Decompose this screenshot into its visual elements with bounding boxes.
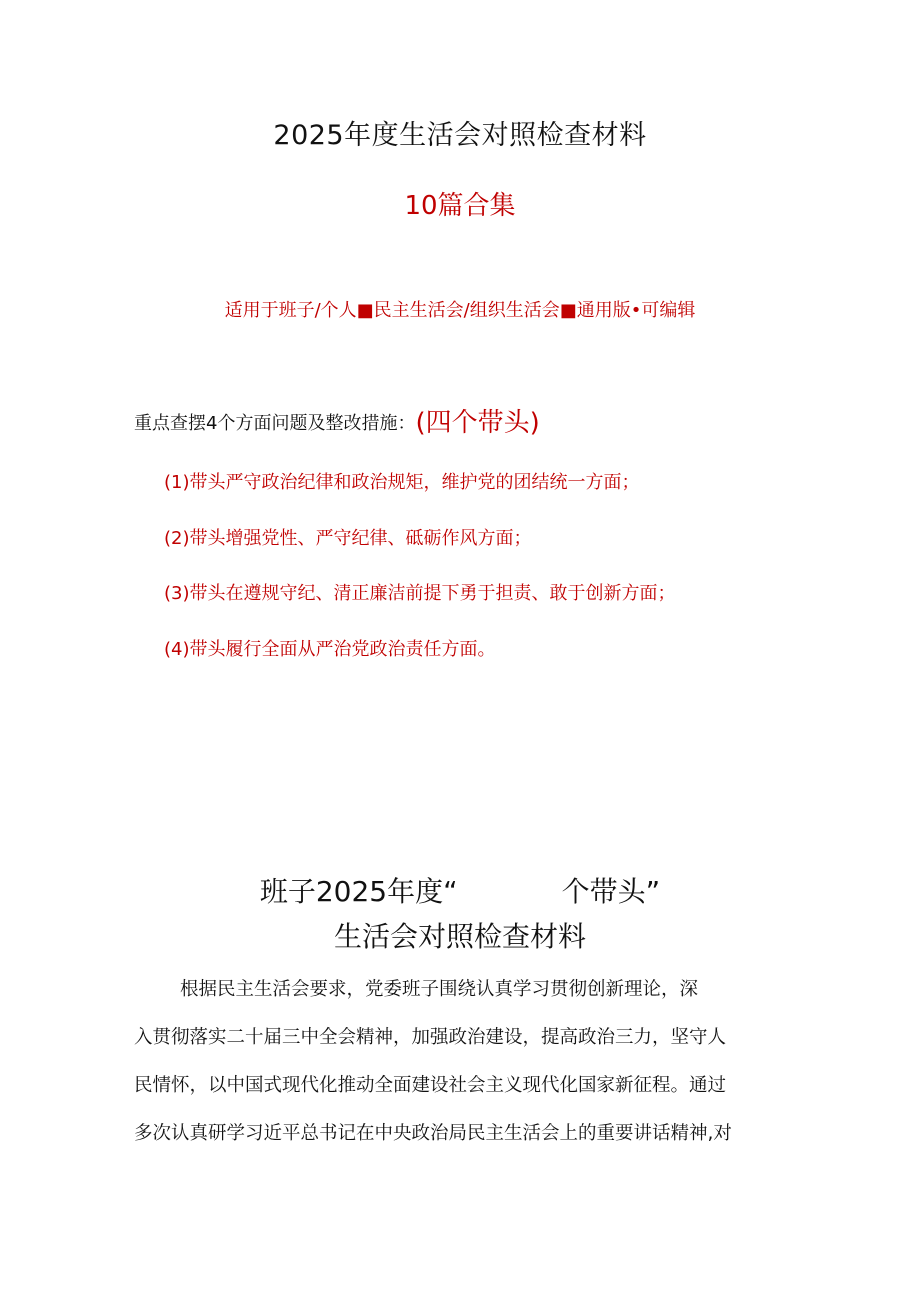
cover-subtitle: 10篇合集 — [404, 191, 516, 221]
focus-lead: 重点查摆4个方面问题及整改措施： — [134, 413, 416, 434]
article-title-part-2: 个带头” — [561, 875, 661, 908]
article-title-line-2: 生活会对照检查材料 — [333, 920, 586, 953]
paragraph-line-3: 民情怀，以中国式现代化推动全面建设社会主义现代化国家新征程。通过 — [134, 1075, 727, 1096]
paragraph-line-1: 根据民主生活会要求，党委班子围绕认真学习贯彻创新理论，深 — [180, 979, 699, 1000]
cover-usage-note: 适用于班子/个人■民主生活会/组织生活会■通用版•可编辑 — [224, 300, 696, 321]
article-title-part-1: 班子2025年度“ — [259, 875, 458, 908]
paragraph-line-2: 入贯彻落实二十届三中全会精神，加强政治建设，提高政治三力，坚守人 — [134, 1027, 727, 1048]
focus-highlight: (四个带头) — [415, 408, 540, 438]
paragraph-line-4: 多次认真研学习近平总书记在中央政治局民主生活会上的重要讲话精神,对 — [134, 1123, 732, 1144]
focus-heading — [134, 402, 540, 439]
focus-item-3: (3)带头在遵规守纪、清正廉洁前提下勇于担责、敢于创新方面； — [164, 583, 676, 604]
focus-item-4: (4)带头履行全面从严治党政治责任方面。 — [164, 639, 496, 660]
focus-item-1: (1)带头严守政治纪律和政治规矩，维护党的团结统一方面； — [164, 472, 640, 493]
cover-title: 2025年度生活会对照检查材料 — [273, 120, 647, 151]
focus-item-2: (2)带头增强党性、严守纪律、砥砺作风方面； — [164, 528, 532, 549]
article-title-line-1 — [0, 870, 920, 910]
